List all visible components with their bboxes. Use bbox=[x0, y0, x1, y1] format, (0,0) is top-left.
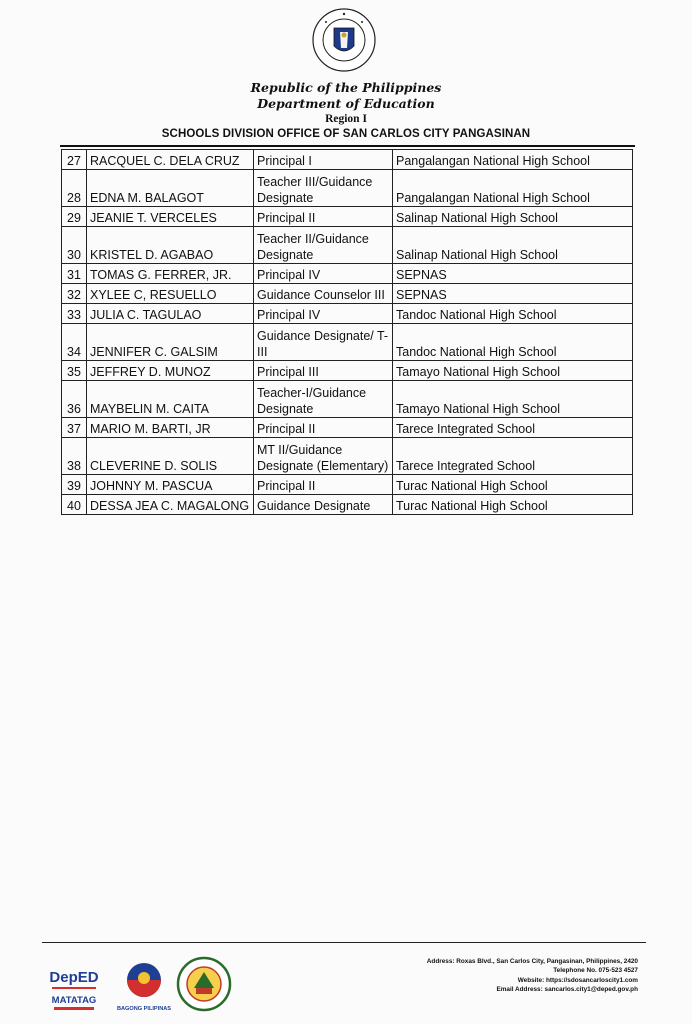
personnel-name: TOMAS G. FERRER, JR. bbox=[87, 264, 254, 284]
personnel-name: XYLEE C, RESUELLO bbox=[87, 284, 254, 304]
row-number: 32 bbox=[62, 284, 87, 304]
personnel-school: SEPNAS bbox=[393, 284, 633, 304]
personnel-position: Principal II bbox=[254, 418, 393, 438]
personnel-school: Pangalangan National High School bbox=[393, 150, 633, 170]
personnel-school: Salinap National High School bbox=[393, 207, 633, 227]
row-number: 40 bbox=[62, 495, 87, 515]
table-row bbox=[62, 438, 633, 475]
personnel-position: Teacher III/Guidance Designate bbox=[254, 170, 393, 207]
personnel-name: MARIO M. BARTI, JR bbox=[87, 418, 254, 438]
personnel-position: Guidance Designate bbox=[254, 495, 393, 515]
personnel-position: Principal II bbox=[254, 207, 393, 227]
row-number: 39 bbox=[62, 475, 87, 495]
personnel-name: EDNA M. BALAGOT bbox=[87, 170, 254, 207]
row-number: 27 bbox=[62, 150, 87, 170]
row-number: 31 bbox=[62, 264, 87, 284]
row-number: 30 bbox=[62, 227, 87, 264]
department-heading: Department of Education bbox=[257, 96, 435, 111]
personnel-position: MT II/Guidance Designate (Elementary) bbox=[254, 438, 393, 475]
table-row bbox=[62, 284, 633, 304]
deped-logo-text: DepED bbox=[49, 969, 99, 986]
republic-heading: Republic of the Philippines bbox=[250, 80, 442, 95]
row-number: 29 bbox=[62, 207, 87, 227]
table-row bbox=[62, 418, 633, 438]
table-row bbox=[62, 207, 633, 227]
personnel-name: JENNIFER C. GALSIM bbox=[87, 324, 254, 361]
bagong-pilipinas-logo bbox=[116, 958, 172, 1016]
table-row bbox=[62, 475, 633, 495]
personnel-position: Principal IV bbox=[254, 304, 393, 324]
email-link[interactable]: Email Address: sancarlos.city1@deped.gov.ph bbox=[496, 985, 638, 993]
table-row bbox=[62, 324, 633, 361]
personnel-name: MAYBELIN M. CAITA bbox=[87, 381, 254, 418]
personnel-school: Tarece Integrated School bbox=[393, 418, 633, 438]
personnel-school: Turac National High School bbox=[393, 495, 633, 515]
header-divider bbox=[60, 145, 635, 147]
office-heading: SCHOOLS DIVISION OFFICE OF SAN CARLOS CITY PANGASINAN bbox=[161, 128, 531, 140]
table-row bbox=[62, 381, 633, 418]
personnel-position: Principal II bbox=[254, 475, 393, 495]
table-row bbox=[62, 495, 633, 515]
deped-seal-logo bbox=[312, 8, 376, 72]
row-number: 36 bbox=[62, 381, 87, 418]
contact-info bbox=[427, 957, 638, 994]
personnel-position: Guidance Designate/ T-III bbox=[254, 324, 393, 361]
table-row bbox=[62, 150, 633, 170]
personnel-name: JULIA C. TAGULAO bbox=[87, 304, 254, 324]
matatag-logo-text: MATATAG bbox=[51, 995, 97, 1006]
table-row bbox=[62, 304, 633, 324]
row-number: 35 bbox=[62, 361, 87, 381]
personnel-school: Tarece Integrated School bbox=[393, 438, 633, 475]
personnel-position: Teacher II/Guidance Designate bbox=[254, 227, 393, 264]
address-text: Address: Roxas Blvd., San Carlos City, Pangasinan, Philippines, 2420 bbox=[426, 958, 638, 965]
personnel-position: Guidance Counselor III bbox=[254, 284, 393, 304]
personnel-school: Tamayo National High School bbox=[393, 381, 633, 418]
personnel-name: JEFFREY D. MUNOZ bbox=[87, 361, 254, 381]
personnel-name: CLEVERINE D. SOLIS bbox=[87, 438, 254, 475]
row-number: 33 bbox=[62, 304, 87, 324]
personnel-school: Tandoc National High School bbox=[393, 304, 633, 324]
website-link[interactable]: Website: https://sdosancarloscity1.com bbox=[517, 976, 638, 984]
personnel-school: Salinap National High School bbox=[393, 227, 633, 264]
sdo-san-carlos-logo bbox=[176, 956, 232, 1012]
personnel-school: Pangalangan National High School bbox=[393, 170, 633, 207]
row-number: 28 bbox=[62, 170, 87, 207]
table-row bbox=[62, 227, 633, 264]
personnel-position: Teacher-I/Guidance Designate bbox=[254, 381, 393, 418]
personnel-name: RACQUEL C. DELA CRUZ bbox=[87, 150, 254, 170]
telephone-text: Telephone No. 075-523 4527 bbox=[553, 967, 638, 975]
row-number: 34 bbox=[62, 324, 87, 361]
personnel-position: Principal III bbox=[254, 361, 393, 381]
row-number: 38 bbox=[62, 438, 87, 475]
personnel-name: KRISTEL D. AGABAO bbox=[87, 227, 254, 264]
deped-matatag-logo bbox=[44, 958, 104, 1016]
personnel-name: JOHNNY M. PASCUA bbox=[87, 475, 254, 495]
personnel-school: Turac National High School bbox=[393, 475, 633, 495]
footer-divider bbox=[42, 942, 646, 943]
personnel-name: JEANIE T. VERCELES bbox=[87, 207, 254, 227]
personnel-table bbox=[61, 149, 633, 515]
table-row bbox=[62, 361, 633, 381]
personnel-school: Tamayo National High School bbox=[393, 361, 633, 381]
table-row bbox=[62, 170, 633, 207]
personnel-school: Tandoc National High School bbox=[393, 324, 633, 361]
region-heading: Region I bbox=[325, 113, 367, 125]
bagong-pilipinas-text: BAGONG PILIPINAS bbox=[116, 1006, 172, 1012]
personnel-name: DESSA JEA C. MAGALONG bbox=[87, 495, 254, 515]
row-number: 37 bbox=[62, 418, 87, 438]
personnel-position: Principal I bbox=[254, 150, 393, 170]
table-row bbox=[62, 264, 633, 284]
personnel-school: SEPNAS bbox=[393, 264, 633, 284]
personnel-position: Principal IV bbox=[254, 264, 393, 284]
